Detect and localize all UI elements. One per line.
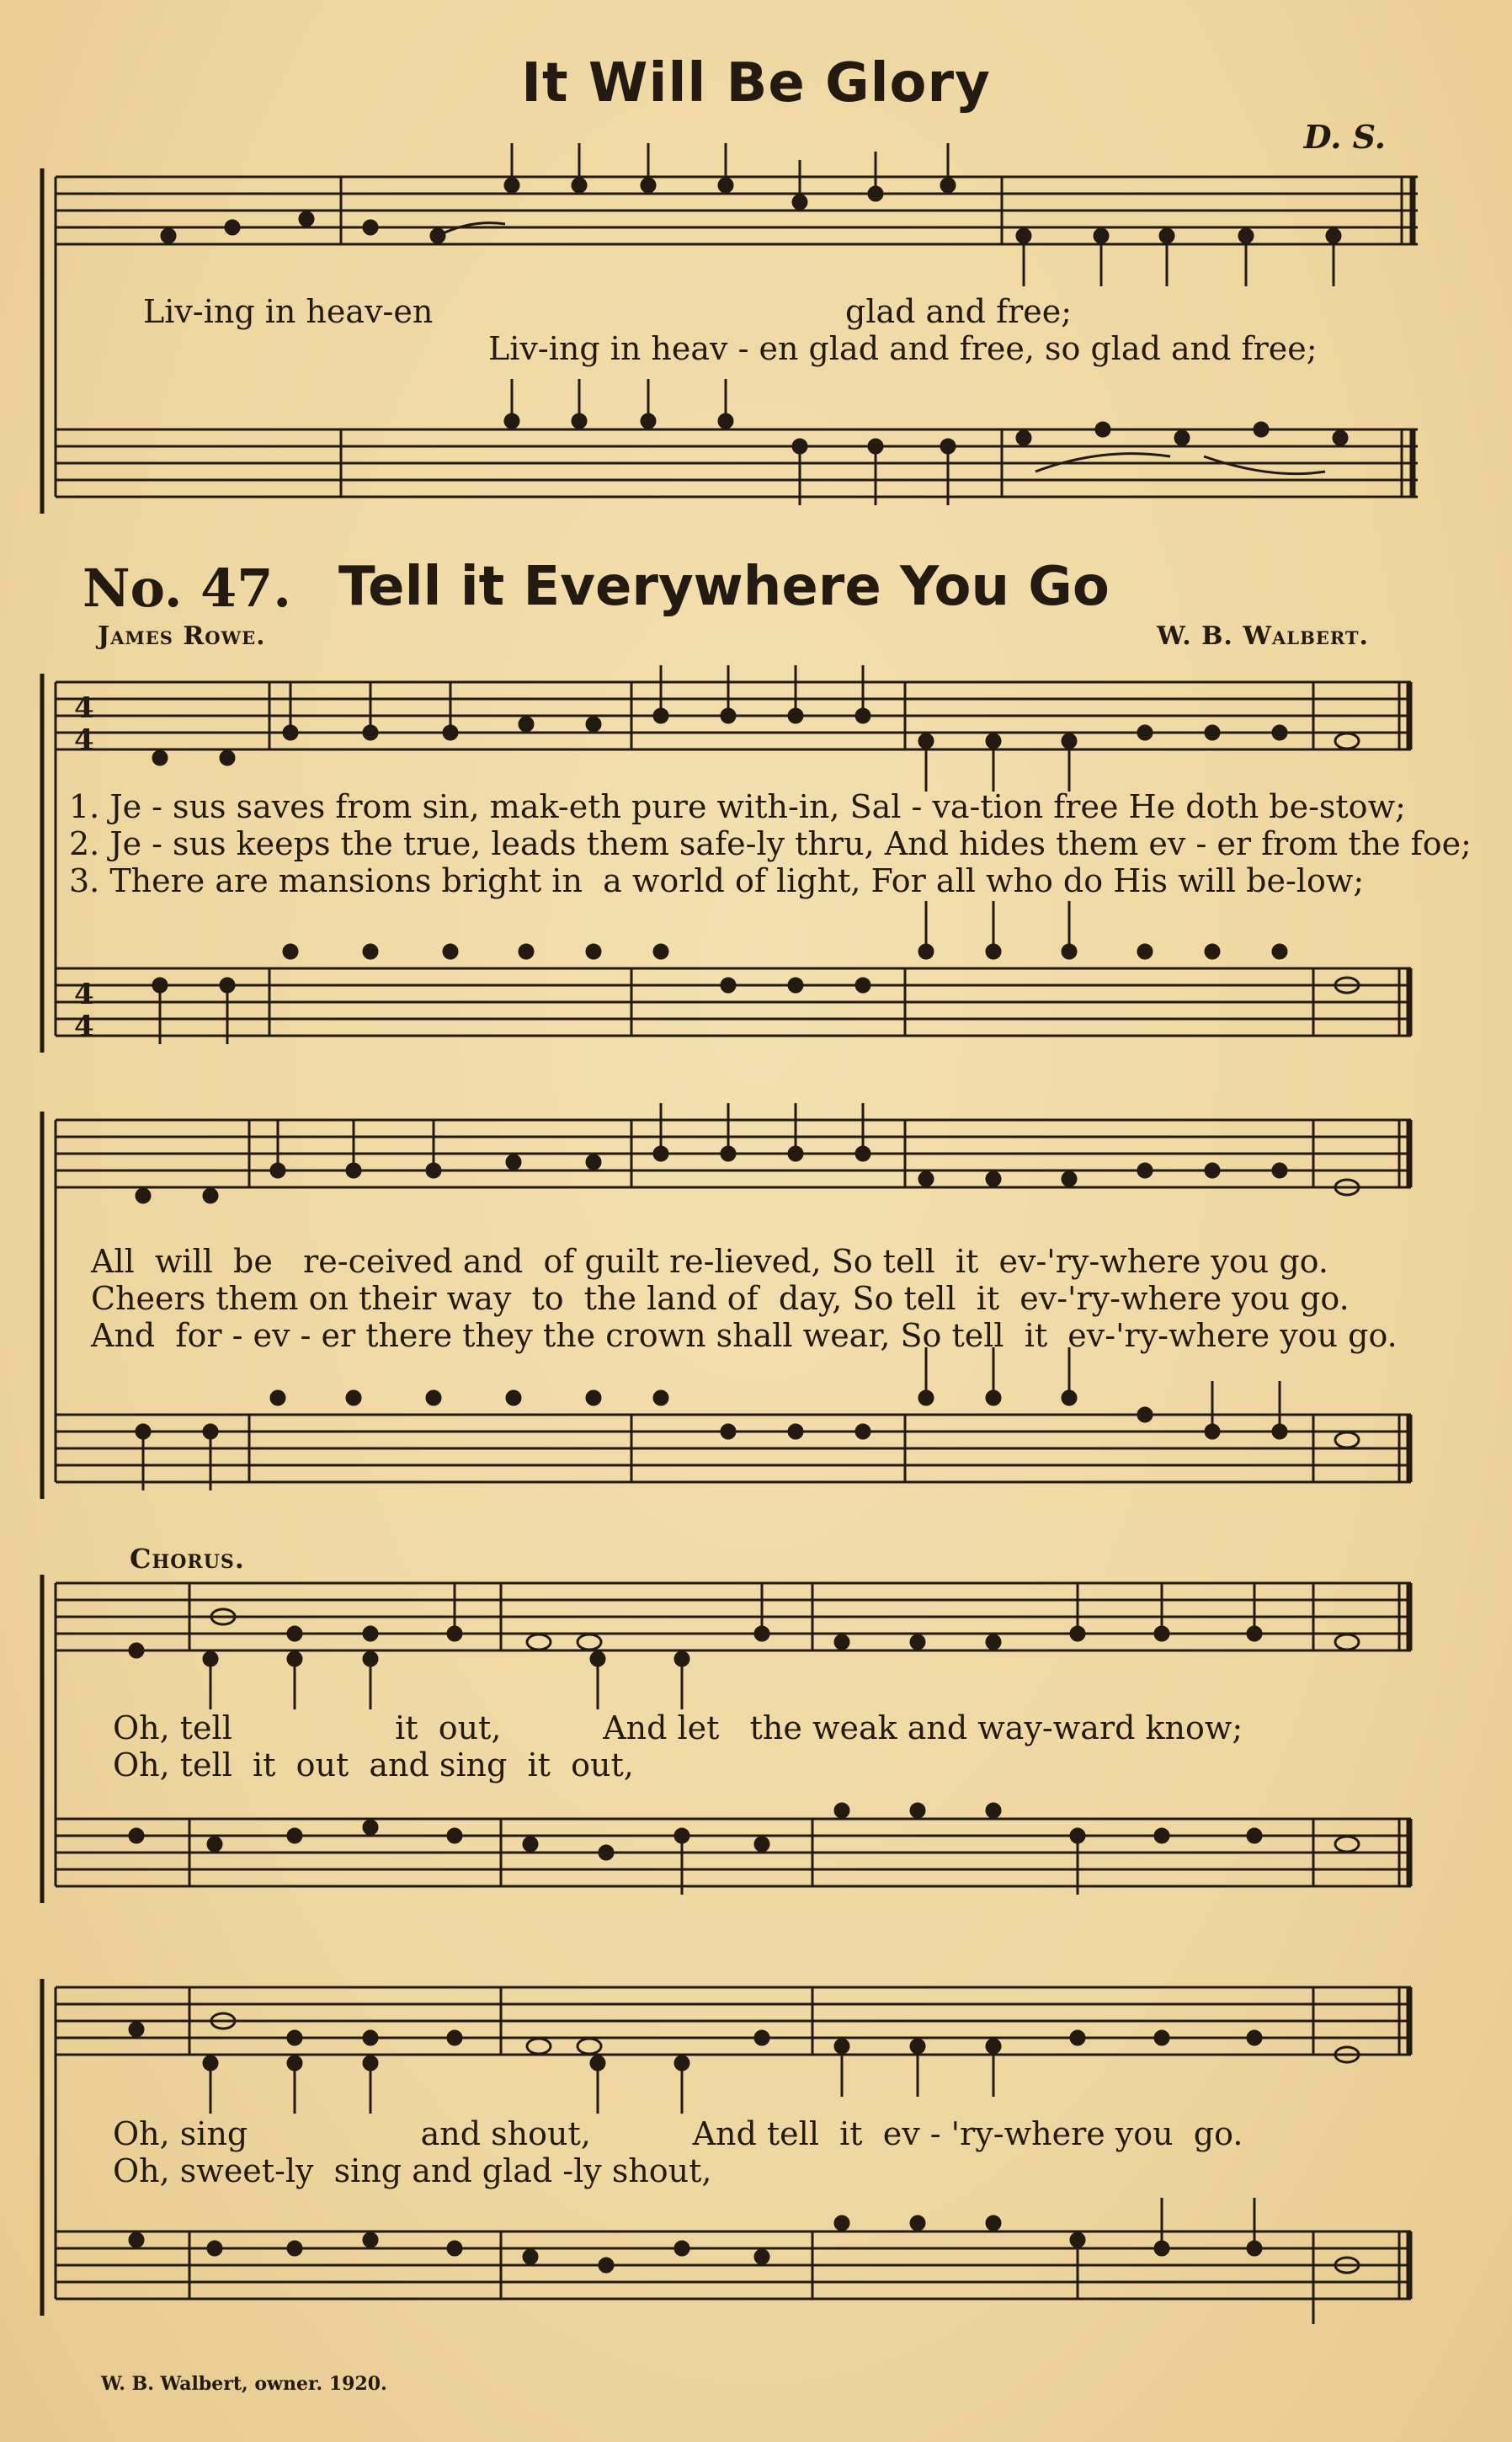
hymn-title-tell-it-everywhere: Tell it Everywhere You Go	[338, 556, 1110, 618]
bass-notes	[153, 901, 1359, 1044]
bass-notes	[130, 2198, 1359, 2324]
bass-notes	[130, 1804, 1359, 1895]
hymn-number: No. 47.	[83, 557, 291, 619]
chorus-line-1-a: Oh, tell it out, And let the weak and way-ward know;	[113, 1709, 1243, 1746]
verse-1-line-a: 1. Je - sus saves from sin, mak-eth pure with-in, Sal - va-tion free He doth be-stow;	[69, 788, 1406, 825]
time-signature-treble: 4	[74, 691, 94, 725]
copyright-footer: W. B. Walbert, owner. 1920.	[101, 2373, 387, 2395]
time-signature-bass: 4	[74, 978, 94, 1011]
svg-text:4: 4	[74, 1010, 94, 1043]
treble-notes	[153, 665, 1359, 792]
hymn-title-it-will-be-glory: It Will Be Glory	[521, 52, 991, 115]
chorus-label: Chorus.	[130, 1543, 245, 1575]
verse-3-line-a: 3. There are mansions bright in a world of light, For all who do His will be-low;	[69, 862, 1365, 899]
glory-lyrics-upper-b: glad and free;	[845, 293, 1073, 330]
glory-lyrics-upper-a: Liv-ing in heav-en	[143, 293, 434, 330]
chorus-line-2-a: Oh, sing and shout, And tell it ev - 'ry-where you go.	[113, 2115, 1243, 2152]
chorus-line-1-b: Oh, tell it out and sing it out,	[113, 1746, 634, 1784]
verse-2-line-b: Cheers them on their way to the land of day, So tell it ev-'ry-where you go.	[91, 1280, 1350, 1317]
verse-2-line-a: 2. Je - sus keeps the true, leads them safe-ly thru, And hides them ev - er from the foe;	[69, 825, 1472, 862]
bass-notes	[505, 379, 1347, 505]
chorus-line-2-b: Oh, sweet-ly sing and glad -ly shout,	[113, 2152, 712, 2189]
treble-notes	[130, 2013, 1359, 2114]
dal-segno-mark: D. S.	[1303, 118, 1386, 156]
glory-lyrics-lower: Liv-ing in heav - en glad and free, so glad and free;	[488, 330, 1318, 367]
bass-notes	[136, 1347, 1359, 1490]
bass-staff	[56, 429, 1418, 497]
svg-text:4: 4	[74, 723, 94, 757]
treble-staff	[56, 177, 1418, 244]
treble-notes	[162, 143, 1340, 286]
treble-notes	[130, 1583, 1359, 1709]
verse-3-line-b: And for - ev - er there they the crown shall wear, So tell it ev-'ry-where you go.	[91, 1317, 1398, 1354]
lyricist-credit: James Rowe.	[98, 621, 266, 651]
verse-1-line-b: All will be re-ceived and of guilt re-lieved, So tell it ev-'ry-where you go.	[91, 1243, 1328, 1280]
composer-credit: W. B. Walbert.	[1157, 621, 1369, 651]
